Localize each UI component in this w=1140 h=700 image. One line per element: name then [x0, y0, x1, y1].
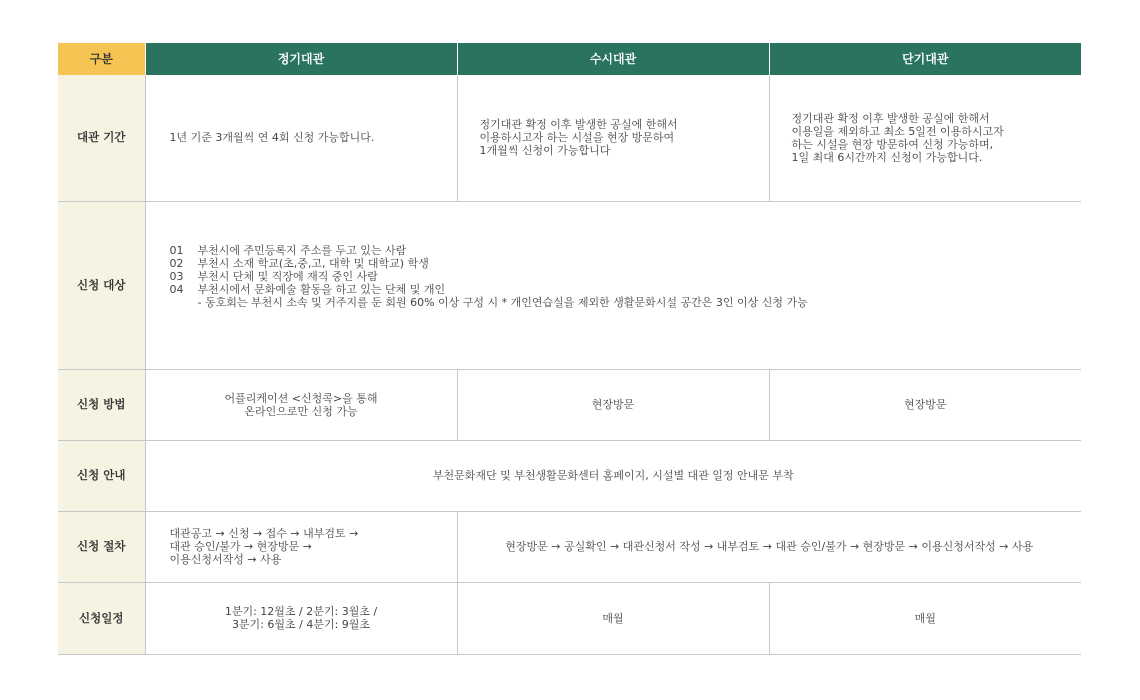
cell-method-occasional: 현장방문 [457, 369, 769, 440]
cell-procedure-other: 현장방문 → 공실확인 → 대관신청서 작성 → 내부검토 → 대관 승인/불가 → 현장방문 → 이용신청서작성 → 사용 [457, 511, 1081, 582]
cell-schedule-regular: 1분기: 12월초 / 2분기: 3월초 / 3분기: 6월초 / 4분기: 9월초 [145, 582, 457, 654]
row-label-application-procedure: 신청 절차 [58, 511, 145, 582]
list-item [170, 244, 1082, 257]
list-item-text: 부천시 단체 및 직장에 재직 중인 사람 [197, 269, 378, 283]
cell-eligibility [145, 201, 1081, 369]
row-label-application-guide: 신청 안내 [58, 440, 145, 511]
eligibility-note: - 동호회는 부천시 소속 및 거주지를 둔 회원 60% 이상 구성 시 * 개인연습실을 제외한 생활문화시설 공간은 3인 이상 신청 가능 [197, 295, 808, 309]
list-item [170, 257, 1082, 270]
table-row-application-schedule [58, 582, 1081, 654]
list-item-number: 01 [169, 243, 184, 257]
list-item-text: 부천시에서 문화예술 활동을 하고 있는 단체 및 개인 [197, 282, 446, 296]
table-row-eligibility [58, 201, 1081, 369]
table-row-application-method [58, 369, 1081, 440]
table-row-application-guide [58, 440, 1081, 511]
cell-period-occasional: 정기대관 확정 이후 발생한 공실에 한해서 이용하시고자 하는 시설을 현장 방문하여 1개월씩 신청이 가능합니다 [457, 75, 769, 201]
row-label-application-method: 신청 방법 [58, 369, 145, 440]
header-category: 구분 [58, 43, 145, 75]
cell-schedule-short-term: 매월 [769, 582, 1081, 654]
header-occasional-rental: 수시대관 [457, 43, 769, 75]
list-item-text: 부천시 소재 학교(초,중,고, 대학 및 대학교) 학생 [197, 256, 429, 270]
cell-procedure-regular: 대관공고 → 신청 → 접수 → 내부검토 → 대관 승인/불가 → 현장방문 → 이용신청서작성 → 사용 [145, 511, 457, 582]
cell-method-regular: 어플리케이션 <신청콕>을 통해 온라인으로만 신청 가능 [145, 369, 457, 440]
table-header-row [58, 43, 1081, 75]
row-label-eligibility: 신청 대상 [58, 201, 145, 369]
table-row-application-procedure [58, 511, 1081, 582]
list-item-number: 03 [169, 269, 184, 283]
cell-method-short-term: 현장방문 [769, 369, 1081, 440]
list-item-text: 부천시에 주민등록지 주소를 두고 있는 사람 [197, 243, 407, 257]
list-item [170, 270, 1082, 283]
list-item-number: 02 [169, 256, 184, 270]
cell-application-guide: 부천문화재단 및 부천생활문화센터 홈페이지, 시설별 대관 일정 안내문 부착 [145, 440, 1081, 511]
list-item [170, 283, 1082, 296]
header-regular-rental: 정기대관 [145, 43, 457, 75]
list-item-number: 04 [169, 282, 184, 296]
rental-info-table [58, 43, 1081, 655]
table-row-rental-period [58, 75, 1081, 201]
header-short-term-rental: 단기대관 [769, 43, 1081, 75]
cell-schedule-occasional: 매월 [457, 582, 769, 654]
cell-period-short-term: 정기대관 확정 이후 발생한 공실에 한해서 이용일을 제외하고 최소 5일전 이용하시고자 하는 시설을 현장 방문하여 신청 가능하며, 1일 최대 6시간까지 신청이 가능합니다. [769, 75, 1081, 201]
row-label-application-schedule: 신청일정 [58, 582, 145, 654]
eligibility-list [170, 244, 1082, 309]
cell-period-regular: 1년 기준 3개월씩 연 4회 신청 가능합니다. [145, 75, 457, 201]
row-label-rental-period: 대관 기간 [58, 75, 145, 201]
